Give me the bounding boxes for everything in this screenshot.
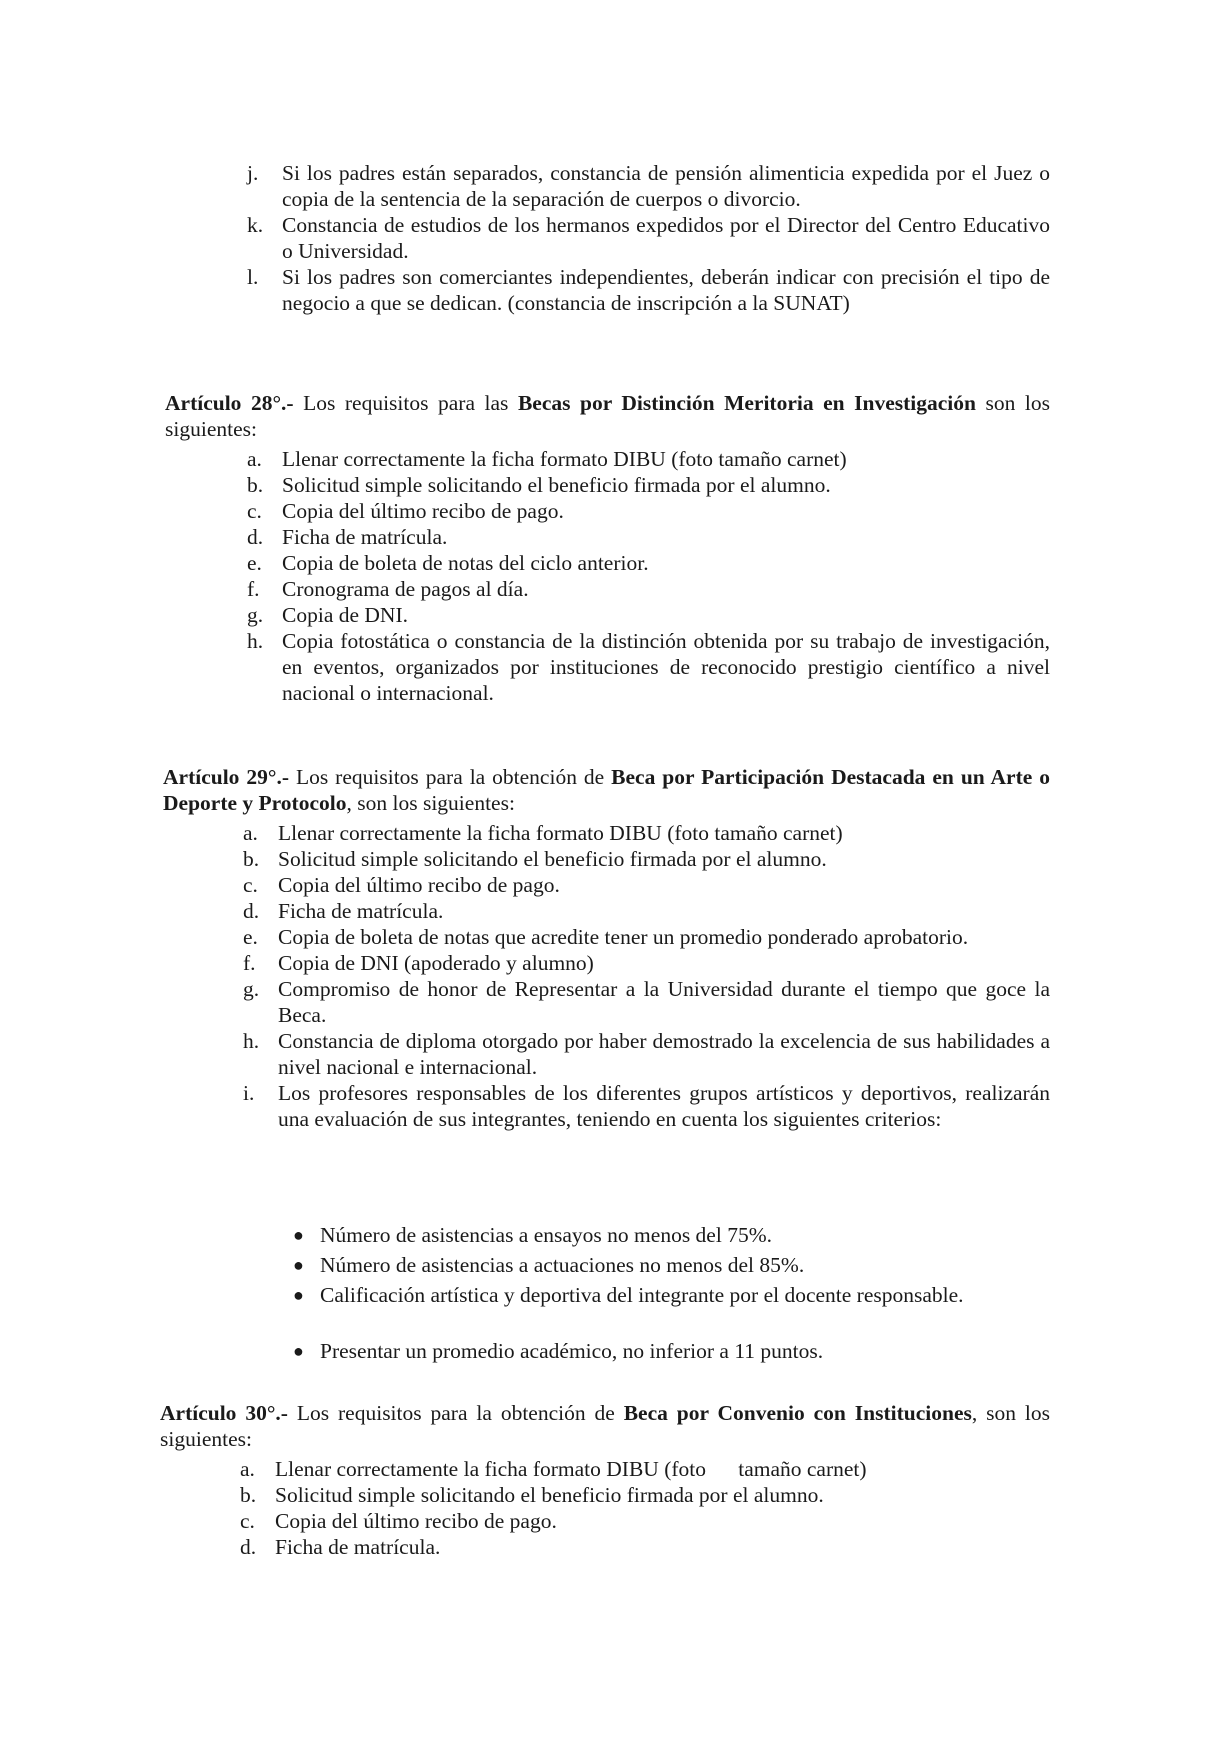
list-item [247, 472, 1050, 498]
list-item-text: Copia de boleta de notas del ciclo anterior. [282, 551, 649, 575]
list-marker: d. [247, 525, 264, 549]
list-item-text: Si los padres están separados, constancia de pensión alimenticia expedida por el Juez o copia de la sentencia de la separación de cuerpos o divorcio. [282, 161, 1050, 211]
list-marker: d. [243, 899, 260, 923]
list-item-text: Los profesores responsables de los diferentes grupos artísticos y deportivos, realizarán una evaluación de sus integrantes, teniendo en cuenta los siguientes criterios: [278, 1081, 1050, 1131]
list-item [243, 976, 1050, 1028]
list-item [247, 212, 1050, 264]
list-marker: g. [243, 977, 260, 1001]
article-label: Artículo 30°.- [160, 1401, 288, 1425]
bullet-dot: ● [293, 1285, 304, 1305]
list-item [247, 498, 1050, 524]
list-marker: g. [247, 603, 264, 627]
list-item [247, 576, 1050, 602]
list-marker: f. [247, 577, 260, 601]
list-item [247, 524, 1050, 550]
list-marker: a. [247, 447, 262, 471]
evaluation-criteria-list [285, 1222, 1050, 1364]
list-item [247, 602, 1050, 628]
list-item [243, 846, 1050, 872]
list-item [243, 1080, 1050, 1132]
list-item [243, 950, 1050, 976]
list-item-text: Copia de boleta de notas que acredite tener un promedio ponderado aprobatorio. [278, 925, 969, 949]
article-29-heading [163, 764, 1050, 816]
scholarship-name: Beca por Participación Destacada en un Arte o Deporte y Protocolo [163, 765, 1050, 815]
list-item [240, 1482, 1050, 1508]
list-marker: h. [247, 629, 264, 653]
list-marker: a. [240, 1457, 255, 1481]
list-item-text: Compromiso de honor de Representar a la Universidad durante el tiempo que goce la Beca. [278, 977, 1050, 1027]
bullet-text: Número de asistencias a actuaciones no menos del 85%. [320, 1253, 805, 1277]
list-item [243, 820, 1050, 846]
bullet-item [285, 1282, 1050, 1338]
list-marker: b. [247, 473, 264, 497]
list-marker: d. [240, 1535, 257, 1559]
list-item-text: Copia del último recibo de pago. [275, 1509, 557, 1533]
list-marker: c. [240, 1509, 255, 1533]
list-marker: h. [243, 1029, 260, 1053]
list-item [240, 1456, 1050, 1482]
list-item [247, 160, 1050, 212]
list-marker: e. [247, 551, 262, 575]
list-item [247, 446, 1050, 472]
article-28-requirements [247, 446, 1050, 706]
bullet-item [285, 1338, 1050, 1364]
list-item [243, 1028, 1050, 1080]
scholarship-name: Beca por Convenio con Instituciones [623, 1401, 972, 1425]
article-intro-end: son los siguientes: [165, 391, 1050, 441]
article-30-requirements [240, 1456, 1050, 1560]
bullet-text: Calificación artística y deportiva del integrante por el docente responsable. [320, 1283, 964, 1307]
bullet-text: Número de asistencias a ensayos no menos del 75%. [320, 1223, 772, 1247]
bullet-dot: ● [293, 1225, 304, 1245]
list-marker: f. [243, 951, 256, 975]
list-item-text: Copia del último recibo de pago. [278, 873, 560, 897]
scholarship-name: Becas por Distinción Meritoria en Investigación [517, 391, 976, 415]
bullet-item [285, 1222, 1050, 1252]
list-item-text: Constancia de diploma otorgado por haber demostrado la excelencia de sus habilidades a nivel nacional e internacional. [278, 1029, 1050, 1079]
list-item-text: Ficha de matrícula. [282, 525, 448, 549]
list-marker: k. [247, 213, 264, 237]
article-intro: Los requisitos para las [293, 391, 518, 415]
list-item [243, 872, 1050, 898]
bullet-dot: ● [293, 1341, 304, 1361]
article-intro: Los requisitos para la obtención de [287, 1401, 624, 1425]
list-item-text: Copia de DNI (apoderado y alumno) [278, 951, 594, 975]
list-item-text: Ficha de matrícula. [278, 899, 444, 923]
article-intro: Los requisitos para la obtención de [289, 765, 612, 789]
list-item-text: Si los padres son comerciantes independientes, deberán indicar con precisión el tipo de negocio a que se dedican. (constancia de inscripción a la SUNAT) [282, 265, 1050, 315]
article-intro-end: , son los siguientes: [160, 1401, 1051, 1451]
list-item-text: Solicitud simple solicitando el beneficio firmada por el alumno. [275, 1483, 824, 1507]
list-marker: c. [243, 873, 258, 897]
list-item-text: Constancia de estudios de los hermanos expedidos por el Director del Centro Educativo o Universidad. [282, 213, 1050, 263]
list-marker: e. [243, 925, 258, 949]
article-label: Artículo 29°.- [163, 765, 290, 789]
list-marker: j. [247, 161, 259, 185]
list-marker: i. [243, 1081, 255, 1105]
bullet-item [285, 1252, 1050, 1282]
article-label: Artículo 28°.- [165, 391, 294, 415]
bullet-dot: ● [293, 1255, 304, 1275]
bullet-text: Presentar un promedio académico, no inferior a 11 puntos. [320, 1339, 824, 1363]
list-marker: c. [247, 499, 262, 523]
continued-requirements-list [247, 160, 1050, 316]
list-item-text: Cronograma de pagos al día. [282, 577, 529, 601]
list-item-text: Llenar correctamente la ficha formato DIBU (foto tamaño carnet) [282, 447, 847, 471]
article-28-heading [165, 390, 1050, 442]
list-item [243, 924, 1050, 950]
list-item [240, 1508, 1050, 1534]
list-item-text: Solicitud simple solicitando el beneficio firmada por el alumno. [278, 847, 827, 871]
article-29-requirements [243, 820, 1050, 1132]
list-item [247, 550, 1050, 576]
list-item-text: Copia fotostática o constancia de la distinción obtenida por su trabajo de investigación, en eventos, organizados por instituciones de reconocido prestigio científico a nivel nacional o internacional. [282, 629, 1050, 705]
list-item [247, 264, 1050, 316]
article-intro-end: , son los siguientes: [346, 791, 515, 815]
list-item-text: Copia de DNI. [282, 603, 408, 627]
list-marker: b. [240, 1483, 257, 1507]
article-30-heading [160, 1400, 1050, 1452]
list-item-text: Ficha de matrícula. [275, 1535, 441, 1559]
list-item-text: Solicitud simple solicitando el beneficio firmada por el alumno. [282, 473, 831, 497]
list-marker: b. [243, 847, 260, 871]
list-item-text: Llenar correctamente la ficha formato DIBU (foto tamaño carnet) [275, 1457, 867, 1481]
list-item-text: Copia del último recibo de pago. [282, 499, 564, 523]
list-item [247, 628, 1050, 706]
list-item [243, 898, 1050, 924]
list-item [240, 1534, 1050, 1560]
list-item-text: Llenar correctamente la ficha formato DIBU (foto tamaño carnet) [278, 821, 843, 845]
list-marker: l. [247, 265, 259, 289]
list-marker: a. [243, 821, 258, 845]
